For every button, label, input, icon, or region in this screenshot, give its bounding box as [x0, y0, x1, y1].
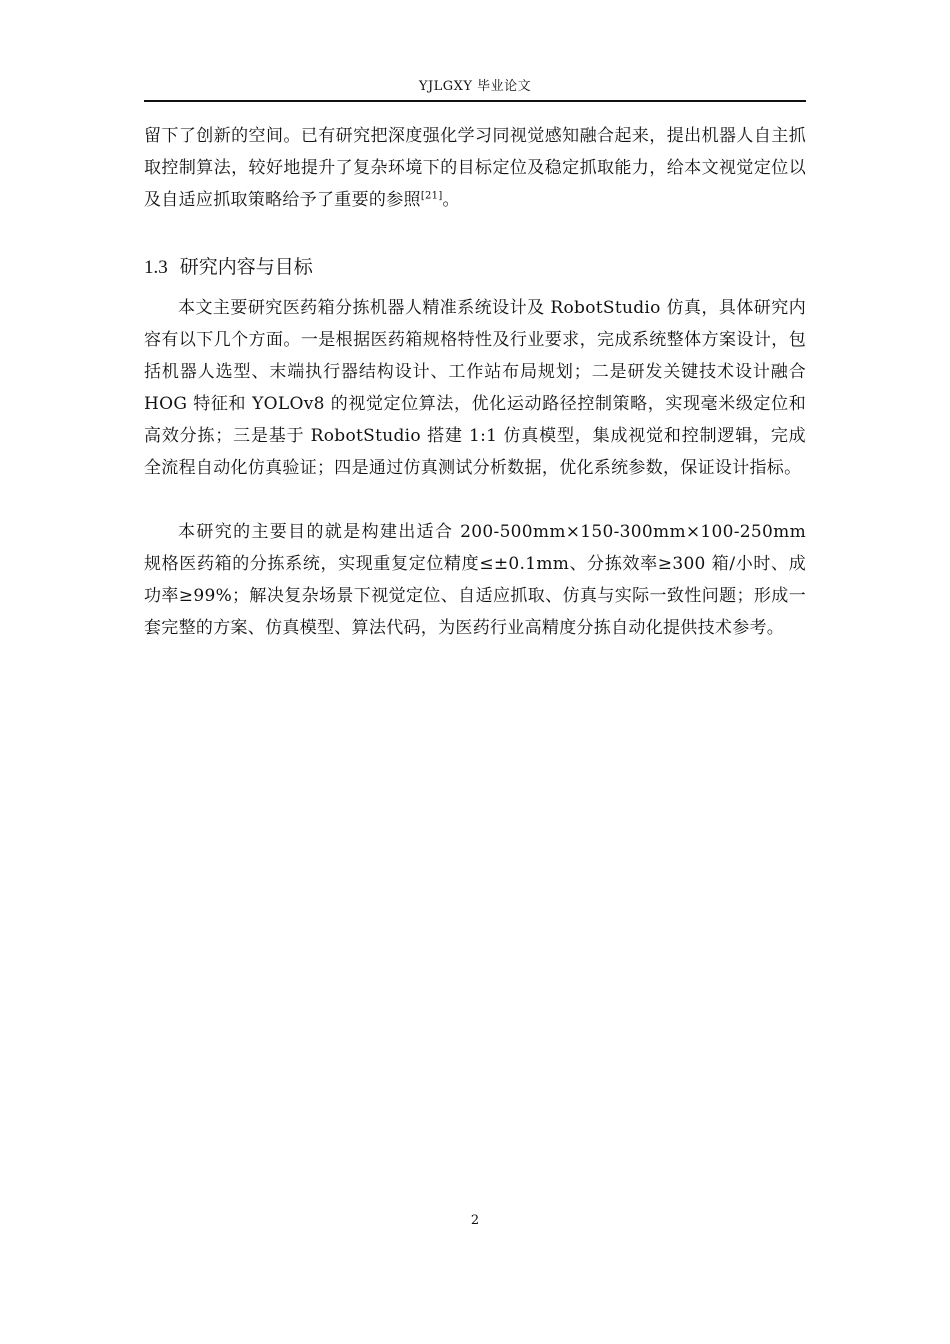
- running-header: YJLGXY 毕业论文: [418, 79, 532, 94]
- citation-ref: [21]: [420, 190, 443, 202]
- section-number: 1.3: [144, 257, 168, 278]
- page-number: 2: [470, 1213, 480, 1228]
- header-rule: [144, 100, 806, 102]
- paragraph-continued: [144, 120, 806, 216]
- paragraph-research-content: 本文主要研究医药箱分拣机器人精准系统设计及 RobotStudio 仿真，具体研究内容有以下几个方面。一是根据医药箱规格特性及行业要求，完成系统整体方案设计，包括机器人选型、末端执行器结构设计、工作站布局规划；二是研发关键技术设计融合 HOG 特征和 YOLOv8 的视觉定位算法，优化运动路径控制策略，实现毫米级定位和高效分拣；三是基于 RobotStudio 搭建 1:1 仿真模型，集成视觉和控制逻辑，完成全流程自动化仿真验证；四是通过仿真测试分析数据，优化系统参数，保证设计指标。: [144, 298, 806, 478]
- paragraph-text: 留下了创新的空间。已有研究把深度强化学习同视觉感知融合起来，提出机器人自主抓取控制算法，较好地提升了复杂环境下的目标定位及稳定抓取能力，给本文视觉定位以及自适应抓取策略给予了重要的参照: [144, 126, 806, 210]
- section-title: 研究内容与目标: [179, 256, 313, 278]
- paragraph-research-goal: 本研究的主要目的就是构建出适合 200-500mm×150-300mm×100-250mm 规格医药箱的分拣系统，实现重复定位精度≤±0.1mm、分拣效率≥300 箱/小时、成功率≥99%；解决复杂场景下视觉定位、自适应抓取、仿真与实际一致性问题；形成一套完整的方案、仿真模型、算法代码，为医药行业高精度分拣自动化提供技术参考。: [144, 522, 806, 638]
- paragraph-end: 。: [442, 190, 460, 210]
- section-heading: [144, 252, 806, 283]
